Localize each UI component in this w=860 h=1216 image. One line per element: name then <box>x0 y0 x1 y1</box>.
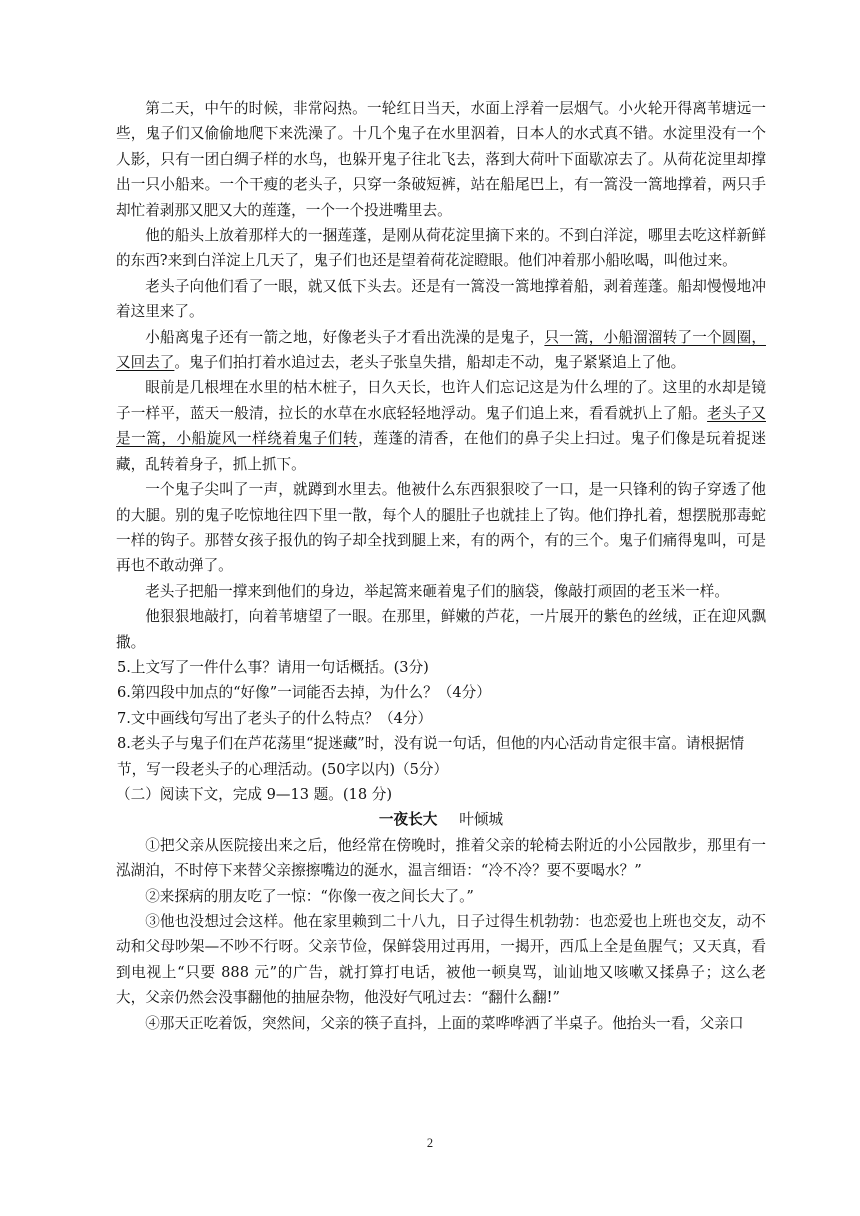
story-paragraph-1: 第二天，中午的时候，非常闷热。一轮红日当天，水面上浮着一层烟气。小火轮开得离苇塘远一些，鬼子们又偷偷地爬下来洗澡了。十几个鬼子在水里泅着，日本人的水式真不错。水淀里没有一个人影，只有一团白绸子样的水鸟，也躲开鬼子往北飞去，落到大荷叶下面歇凉去了。从荷花淀里却撑出一只小船来。一个干瘦的老头子，只穿一条破短裤，站在船尾巴上，有一篙没一篙地撑着，两只手却忙着剥那又肥又大的莲蓬，一个一个投进嘴里去。 <box>116 100 766 219</box>
story-paragraph-3: 老头子向他们看了一眼，就又低下头去。还是有一篙没一篙地撑着船，剥着莲蓬。船却慢慢地冲着这里来了。 <box>116 277 766 321</box>
article-paragraph-3: ③他也没想过会这样。他在家里赖到二十八九，日子过得生机勃勃：也恋爱也上班也交友，动不动和父母吵架—不吵不行呀。父亲节俭，保鲜袋用过再用，一揭开，西瓜上全是鱼腥气；又天真，看到电视上“只要 888 元”的广告，就打算打电话，被他一顿臭骂，讪讪地又咳嗽又揉鼻子；这么老大，父亲仍然会没事翻他的抽屉杂物，他没好气吼过去：“翻什么翻!” <box>116 913 766 1007</box>
article-author: 叶倾城 <box>459 811 504 829</box>
page-number: 2 <box>426 1136 434 1150</box>
story-paragraph-4 <box>116 325 766 376</box>
question-6: 6.第四段中加点的“好像”一词能否去掉，为什么？（4分） <box>117 684 491 702</box>
story-paragraph-2: 他的船头上放着那样大的一捆莲蓬，是刚从荷花淀里摘下来的。不到白洋淀，哪里去吃这样新鲜的东西?来到白洋淀上几天了，鬼子们也还是望着荷花淀瞪眼。他们冲着那小船吆喝，叫他过来。 <box>116 227 766 270</box>
article-title-line <box>116 807 766 832</box>
question-8: 8.老头子与鬼子们在芦花荡里“捉迷藏”时，没有说一句话，但他的内心活动肯定很丰富。请根据情节，写一段老头子的心理活动。(50字以内)（5分） <box>117 735 745 778</box>
story-paragraph-5-text-a: 眼前是几根埋在水里的枯木桩子，日久天长，也许人们忘记这是为什么埋的了。这里的水却是镜子一样平，蓝天一般清，拉长的水草在水底轻轻地浮动。鬼子们追上来，看看就扒上了船。 <box>116 379 766 422</box>
story-paragraph-5 <box>116 375 766 477</box>
article-title: 一夜长大 <box>378 811 438 829</box>
story-paragraph-6: 一个鬼子尖叫了一声，就蹲到水里去。他被什么东西狠狠咬了一口，是一只锋利的钩子穿透了他的大腿。别的鬼子吃惊地往四下里一散，每个人的腿肚子也就挂上了钩。他们挣扎着，想摆脱那毒蛇一样的钩子。那替女孩子报仇的钩子却全找到腿上来，有的两个，有的三个。鬼子们痛得鬼叫，可是再也不敢动弹了。 <box>116 481 766 575</box>
story-paragraph-5-text-b: ，莲蓬的清香，在他们的鼻子尖上扫过。鬼子们像是玩着捉迷藏，乱转着身子，抓上抓下。 <box>116 430 766 473</box>
story-paragraph-4-text-a: 小船离鬼子还有一箭之地，好像老头子才看出洗澡的是鬼子， <box>145 328 545 346</box>
article-body <box>116 96 766 1036</box>
article-paragraph-1: ①把父亲从医院接出来之后，他经常在傍晚时，推着父亲的轮椅去附近的小公园散步，那里有一泓湖泊，不时停下来替父亲擦擦嘴边的涎水，温言细语：“冷不冷？要不要喝水？” <box>116 836 766 880</box>
section-heading: （二）阅读下文，完成 9—13 题。(18 分) <box>116 785 393 803</box>
question-5: 5.上文写了一件什么事？请用一句话概括。(3分) <box>117 658 429 676</box>
story-paragraph-7: 老头子把船一撑来到他们的身边，举起篙来砸着鬼子们的脑袋，像敲打顽固的老玉米一样。 <box>145 582 729 600</box>
question-7: 7.文中画线句写出了老头子的什么特点？（4分） <box>117 709 433 727</box>
underlined-sentence-1: 只一篙，小船溜溜转了一个圆圈，又回去了 <box>116 328 766 372</box>
underlined-sentence-2: 老头子又是一篙，小船旋风一样绕着鬼子们转 <box>116 404 766 448</box>
article-paragraph-2: ②来探病的朋友吃了一惊：“你像一夜之间长大了。” <box>145 887 474 905</box>
article-paragraph-4: ④那天正吃着饭，突然间，父亲的筷子直抖，上面的菜哗哗洒了半桌子。他抬头一看，父亲口 <box>145 1014 744 1032</box>
story-paragraph-4-text-b: 。鬼子们拍打着水追过去，老头子张皇失措，船却走不动，鬼子紧紧追上了他。 <box>174 354 686 372</box>
story-paragraph-8: 他狠狠地敲打，向着苇塘望了一眼。在那里，鲜嫩的芦花，一片展开的紫色的丝绒，正在迎风飘撒。 <box>116 608 766 651</box>
